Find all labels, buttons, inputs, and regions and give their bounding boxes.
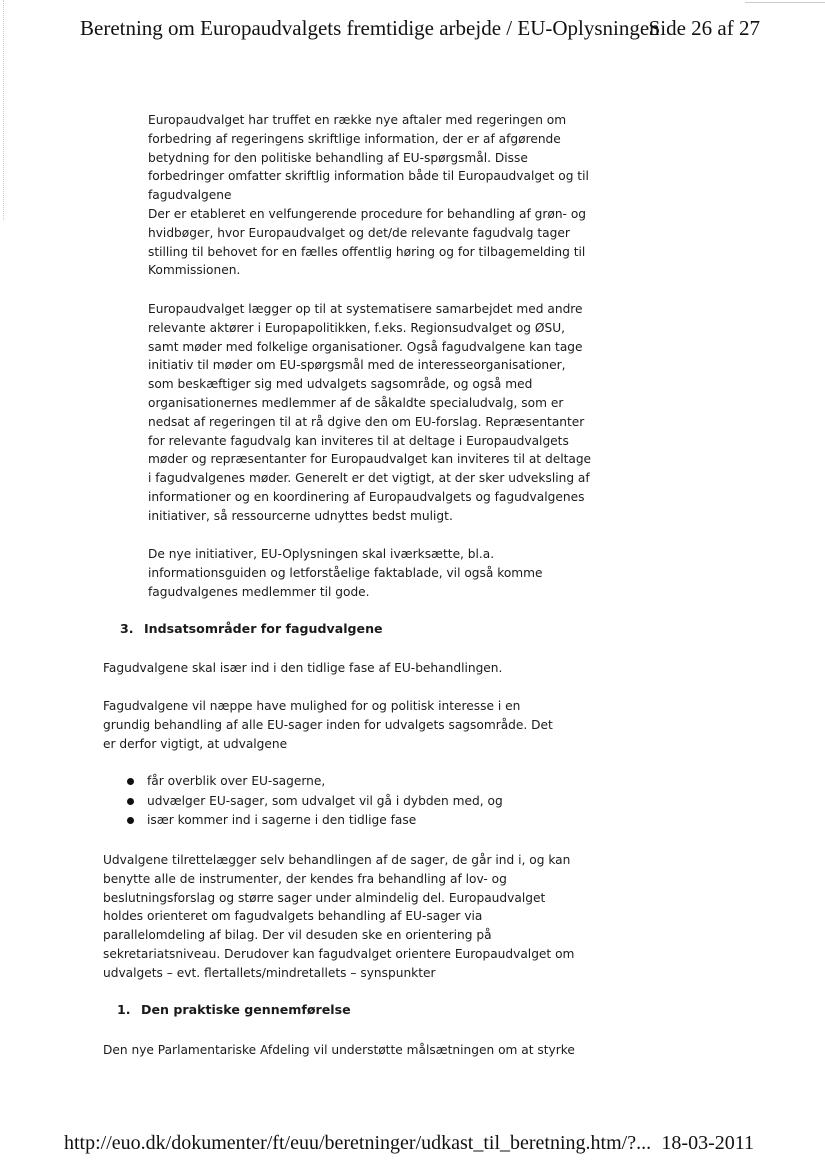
print-date: 18-03-2011 bbox=[661, 1132, 754, 1154]
section-1-title: Den praktiske gennemførelse bbox=[141, 1002, 351, 1017]
scan-edge-line-left bbox=[3, 0, 4, 220]
section-3-paragraph-3: Udvalgene tilrettelægger selv behandlingen af de sager, de går ind i, og kan benytte alle de instrumenter, der kendes fra behandling af lov- og beslutningsforslag og større sager under almindelig del. Europaudvalget holdes orienteret om fagudvalgets behandling af EU-sager via parallelomdeling af bilag. Der vil desuden ske en orientering på sekretariatsniveau. Derudover kan fagudvalget orientere Europaudvalget om udvalgets – evt. flertallets/mindretallets – synspunkter bbox=[103, 853, 575, 980]
section-3-paragraph-1: Fagudvalgene skal især ind i den tidlige fase af EU-behandlingen. bbox=[103, 661, 503, 675]
bullet-list bbox=[127, 772, 547, 831]
section-3-paragraph-2: Fagudvalgene vil næppe have mulighed for og politisk interesse i en grundig behandling af alle EU-sager inden for udvalgets sagsområde. Det er derfor vigtigt, at udvalgene bbox=[103, 699, 553, 751]
section-1-heading bbox=[117, 1001, 351, 1020]
list-item: især kommer ind i sagerne i den tidlige fase bbox=[127, 811, 547, 831]
bullet-icon bbox=[127, 798, 134, 805]
section-3-title: Indsatsområder for fagudvalgene bbox=[144, 621, 383, 636]
bullet-icon bbox=[127, 778, 134, 785]
paragraph-cooperation: Europaudvalget lægger op til at systematisere samarbejdet med andre relevante aktører i Europapolitikken, f.eks. Regionsudvalget og ØSU, samt møder med folkelige organisationer. Også fagudvalgene kan tage initiativ til møder om EU-spørgsmål med de interesseorganisationer, som beskæftiger sig med udvalgets sagsområde, og også med organisationernes medlemmer af de såkaldte specialudvalg, som er nedsat af regeringen til at rå dgive den om EU-forslag. Repræsentanter for relevante fagudvalg kan inviteres til at deltage i Europaudvalgets møder og repræsentanter for Europaudvalget kan inviteres til at deltage i fagudvalgenes møder. Generelt er det vigtigt, at der sker udveksling af informationer og en koordinering af Europaudvalgets og fagudvalgenes initiativer, så ressourcerne udnyttes bedst muligt. bbox=[148, 302, 592, 523]
list-item: udvælger EU-sager, som udvalget vil gå i dybden med, og bbox=[127, 792, 547, 812]
paragraph-green-white-papers: Der er etableret en velfungerende procedure for behandling af grøn- og hvidbøger, hvor Europaudvalget og det/de relevante fagudvalg tager stilling til behovet for en fælles offentlig høring og for tilbagemelding til Kommissionen. bbox=[148, 207, 587, 278]
section-1-paragraph-1: Den nye Parlamentariske Afdeling vil understøtte målsætningen om at styrke bbox=[103, 1043, 575, 1057]
list-item: får overblik over EU-sagerne, bbox=[127, 772, 547, 792]
section-1-number: 1. bbox=[117, 1002, 131, 1017]
scan-edge-line bbox=[745, 2, 825, 3]
paragraph-information: Europaudvalget har truffet en række nye aftaler med regeringen om forbedring af regeringens skriftlige information, der er af afgørende betydning for den politiske behandling af EU-spørgsmål. Disse forbedringer omfatter skriftlig information både til Europaudvalget og til fagudvalgene bbox=[148, 113, 589, 203]
source-url: http://euo.dk/dokumenter/ft/euu/beretninger/udkast_til_beretning.htm/?... bbox=[64, 1132, 652, 1154]
section-3-number: 3. bbox=[120, 621, 134, 636]
document-title: Beretning om Europaudvalgets fremtidige arbejde / EU-Oplysningen bbox=[80, 16, 660, 40]
paragraph-new-initiatives: De nye initiativer, EU-Oplysningen skal iværksætte, bl.a. informationsguiden og letforståelige faktablade, vil også komme fagudvalgenes medlemmer til gode. bbox=[148, 547, 543, 599]
section-3-heading bbox=[120, 620, 383, 639]
bullet-icon bbox=[127, 817, 134, 824]
page-number: Side 26 af 27 bbox=[648, 16, 760, 40]
